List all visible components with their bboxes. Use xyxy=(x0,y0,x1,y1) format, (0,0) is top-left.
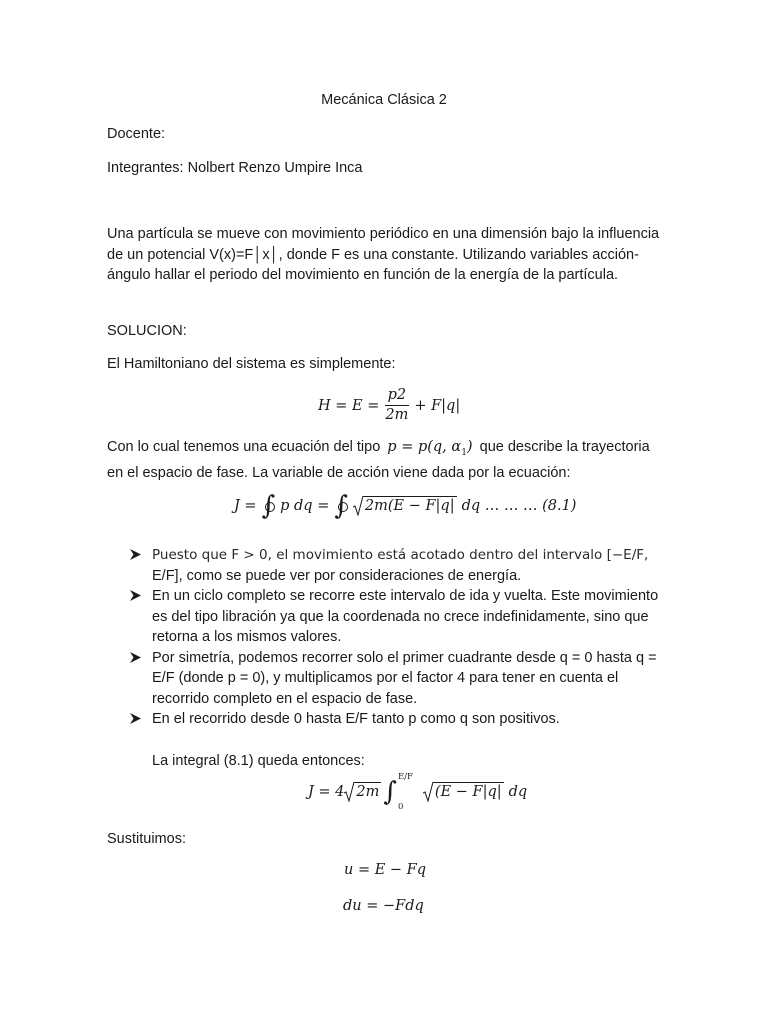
trajectory-text-1: Con lo cual tenemos una ecuación del tipo xyxy=(107,439,381,455)
reduced-tail: dq xyxy=(508,784,528,800)
arrowhead-bullet-icon xyxy=(130,590,141,601)
integral-upper-limit: E/F xyxy=(397,772,413,782)
reduced-radicand: (E − F|q| xyxy=(434,784,502,800)
sqrt-icon xyxy=(423,782,504,802)
problem-statement: Una partícula se mueve con movimiento periódico en una dimensión bajo la influencia de un potencial V(x)=F│x│, donde F es una constante. Utilizando variables acción-ángulo hallar el periodo del movimiento en función de la energía de la partícula. xyxy=(107,226,660,283)
integral-limits xyxy=(398,772,413,812)
integral-lower-limit: 0 xyxy=(397,802,404,812)
list-item xyxy=(130,545,670,586)
hamiltonian-numerator: p2 xyxy=(385,387,410,406)
trajectory-subscript: 1 xyxy=(461,447,467,458)
hamiltonian-denominator: 2m xyxy=(385,407,409,423)
sqrt-icon xyxy=(353,496,457,516)
action-mid: p dq = xyxy=(280,498,330,514)
hamiltonian-lhs: H = E = xyxy=(318,397,380,414)
substitute-label: Sustituimos: xyxy=(107,831,186,847)
substitution-u: u = E − Fq xyxy=(344,862,427,878)
bullet-first-line: Puesto que F > 0, el movimiento está acotado dentro del intervalo [−E/F, xyxy=(152,547,649,563)
hamiltonian-rhs: + F|q| xyxy=(414,397,461,414)
contour-integral-icon-2: ∫ xyxy=(334,491,348,521)
bullet-text: E/F], como se puede ver por consideraciones de energía. xyxy=(152,567,522,584)
arrowhead-bullet-icon xyxy=(130,652,141,663)
members-line: Integrantes: Nolbert Renzo Umpire Inca xyxy=(107,160,363,176)
bullet-text: En un ciclo completo se recorre este intervalo de ida y vuelta. Este movimiento es del tipo libración ya que la coordenada no crece indefinidamente, sino que retorna a los mismos valores. xyxy=(152,588,659,645)
reduced-integral-equation xyxy=(308,772,527,812)
bullet-text: Por simetría, podemos recorrer solo el primer cuadrante desde q = 0 hasta q = E/F (donde p = 0), y multiplicamos por el factor 4 para tener en cuenta el recorrido completo en el espacio de fase. xyxy=(152,649,657,707)
sqrt-icon xyxy=(344,782,381,802)
hamiltonian-equation xyxy=(318,387,460,424)
trajectory-text-2: que describe la trayectoria en el espacio de fase. La variable de acción viene dada por la ecuación: xyxy=(107,439,650,482)
bullet-text: En el recorrido desde 0 hasta E/F tanto p como q son positivos. xyxy=(152,711,560,727)
action-lhs: J = xyxy=(234,498,257,514)
contour-integral-icon: ∫ xyxy=(261,491,276,521)
list-item xyxy=(130,648,670,710)
action-radicand: 2m(E − F|q| xyxy=(364,498,455,514)
substitution-du: du = −Fdq xyxy=(343,898,424,914)
reduced-coef-radicand: 2m xyxy=(356,784,380,800)
list-item xyxy=(130,709,670,730)
page-title: Mecánica Clásica 2 xyxy=(321,92,447,108)
arrowhead-bullet-icon xyxy=(130,549,141,560)
hamiltonian-fraction xyxy=(382,387,411,424)
trajectory-inline-math: p = p(q, $\alpha_1$) xyxy=(387,439,473,458)
trajectory-paragraph xyxy=(107,437,667,484)
bullet-list xyxy=(130,545,670,730)
list-item xyxy=(130,586,670,648)
integral-intro: La integral (8.1) queda entonces: xyxy=(152,753,365,769)
action-tail: dq … … … (8.1) xyxy=(461,498,577,514)
arrowhead-bullet-icon xyxy=(130,713,141,724)
action-equation xyxy=(234,491,577,521)
hamiltonian-intro: El Hamiltoniano del sistema es simplemente: xyxy=(107,356,396,372)
integral-icon: ∫ xyxy=(383,777,397,807)
reduced-lhs: J = 4 xyxy=(308,784,345,800)
teacher-label: Docente: xyxy=(107,126,166,142)
solution-heading: SOLUCION: xyxy=(107,323,187,339)
